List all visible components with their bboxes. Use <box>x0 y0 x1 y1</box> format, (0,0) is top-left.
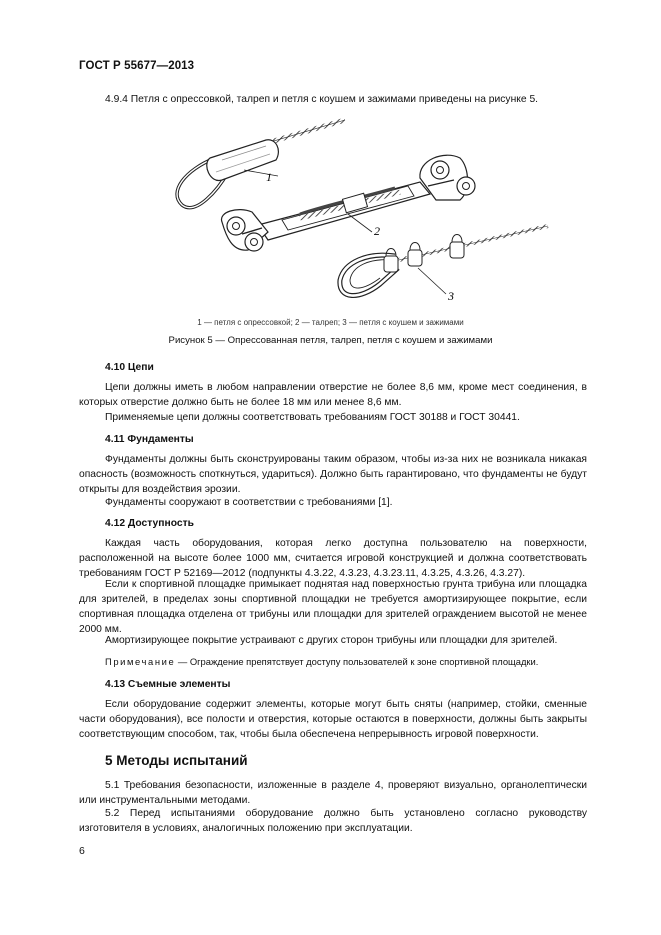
figure-5-illustration <box>0 0 661 320</box>
document-header: ГОСТ Р 55677—2013 <box>79 60 195 72</box>
section-4-11-paragraph-1: Фундаменты должны быть сконструированы таким образом, чтобы из-за них не возникала никакая опасность (возможность споткнуться, удариться). Должно быть гарантировано, что фундаменты не будут открыты для воздействия эрозии. <box>79 454 587 495</box>
section-4-13-paragraph-1: Если оборудование содержит элементы, которые могут быть сняты (например, стойки, сменные части оборудования), все полости и отверстия, которые остаются в поверхности, должны быть закрыты соответствующим способом, так, чтобы была обеспечена непрерывность игровой поверхности. <box>79 699 587 740</box>
pressed-loop-drawing <box>177 120 345 208</box>
section-4-12-title: 4.12 Доступность <box>105 518 194 529</box>
note-text: — Ограждение препятствует доступу пользователей к зоне спортивной площадки. <box>175 656 539 667</box>
section-4-10-paragraph-2: Применяемые цепи должны соответствовать требованиям ГОСТ 30188 и ГОСТ 30441. <box>105 412 520 423</box>
section-4-13-title: 4.13 Съемные элементы <box>105 679 231 690</box>
turnbuckle-drawing <box>221 155 475 251</box>
figure-caption: Рисунок 5 — Опрессованная петля, талреп, петля с коушем и зажимами <box>168 335 493 346</box>
section-4-12-note <box>105 656 538 667</box>
figure-label-1: 1 <box>266 170 272 184</box>
thimble-loop-drawing <box>340 226 548 296</box>
section-4-12-paragraph-2: Если к спортивной площадке примыкает поднятая над поверхностью грунта трибуна или площадка для зрителей, в пределах зоны спортивной площадки не требуется амортизирующее покрытие, если спортивная площадка отделена от трибуны или площадки для зрителей ограждением высотой не менее 2000 мм. <box>79 579 587 635</box>
section-4-10-title: 4.10 Цепи <box>105 362 154 373</box>
section-5-paragraph-1: 5.1 Требования безопасности, изложенные в разделе 4, проверяют визуально, органолептически или инструментальными методами. <box>79 780 587 806</box>
intro-paragraph: 4.9.4 Петля с опрессовкой, талреп и петля с коушем и зажимами приведены на рисунке 5. <box>105 94 539 105</box>
page-number: 6 <box>79 845 85 857</box>
figure-label-2: 2 <box>374 224 380 238</box>
section-4-10-paragraph-1: Цепи должны иметь в любом направлении отверстие не более 8,6 мм, кроме мест соединения, в которых отверстие должно быть не более 18 мм или менее 8,6 мм. <box>79 382 587 408</box>
note-label: Примечание <box>105 656 176 667</box>
section-4-11-paragraph-2: Фундаменты сооружают в соответствии с требованиями [1]. <box>105 497 393 508</box>
section-4-12-paragraph-3: Амортизирующее покрытие устраивают с других сторон трибуны или площадки для зрителей. <box>105 635 558 646</box>
section-5-title: 5 Методы испытаний <box>105 753 248 768</box>
figure-label-3: 3 <box>448 289 454 303</box>
section-4-12-paragraph-1: Каждая часть оборудования, которая легко доступна пользователю на поверхности, расположенной на высоте более 1000 мм, считается игровой конструкцией и должна соответствовать требованиям ГОСТ Р 52169—2012 (подпункты 4.3.22, 4.3.23, 4.3.23.11, 4.3.25, 4.3.26, 4.3.27). <box>79 538 587 579</box>
section-4-11-title: 4.11 Фундаменты <box>105 434 194 445</box>
figure-legend: 1 — петля с опрессовкой; 2 — талреп; 3 — петля с коушем и зажимами <box>197 318 464 327</box>
section-5-paragraph-2: 5.2 Перед испытаниями оборудование должно быть установлено согласно руководству изготовителя в условиях, аналогичных положению при эксплуатации. <box>79 808 587 834</box>
